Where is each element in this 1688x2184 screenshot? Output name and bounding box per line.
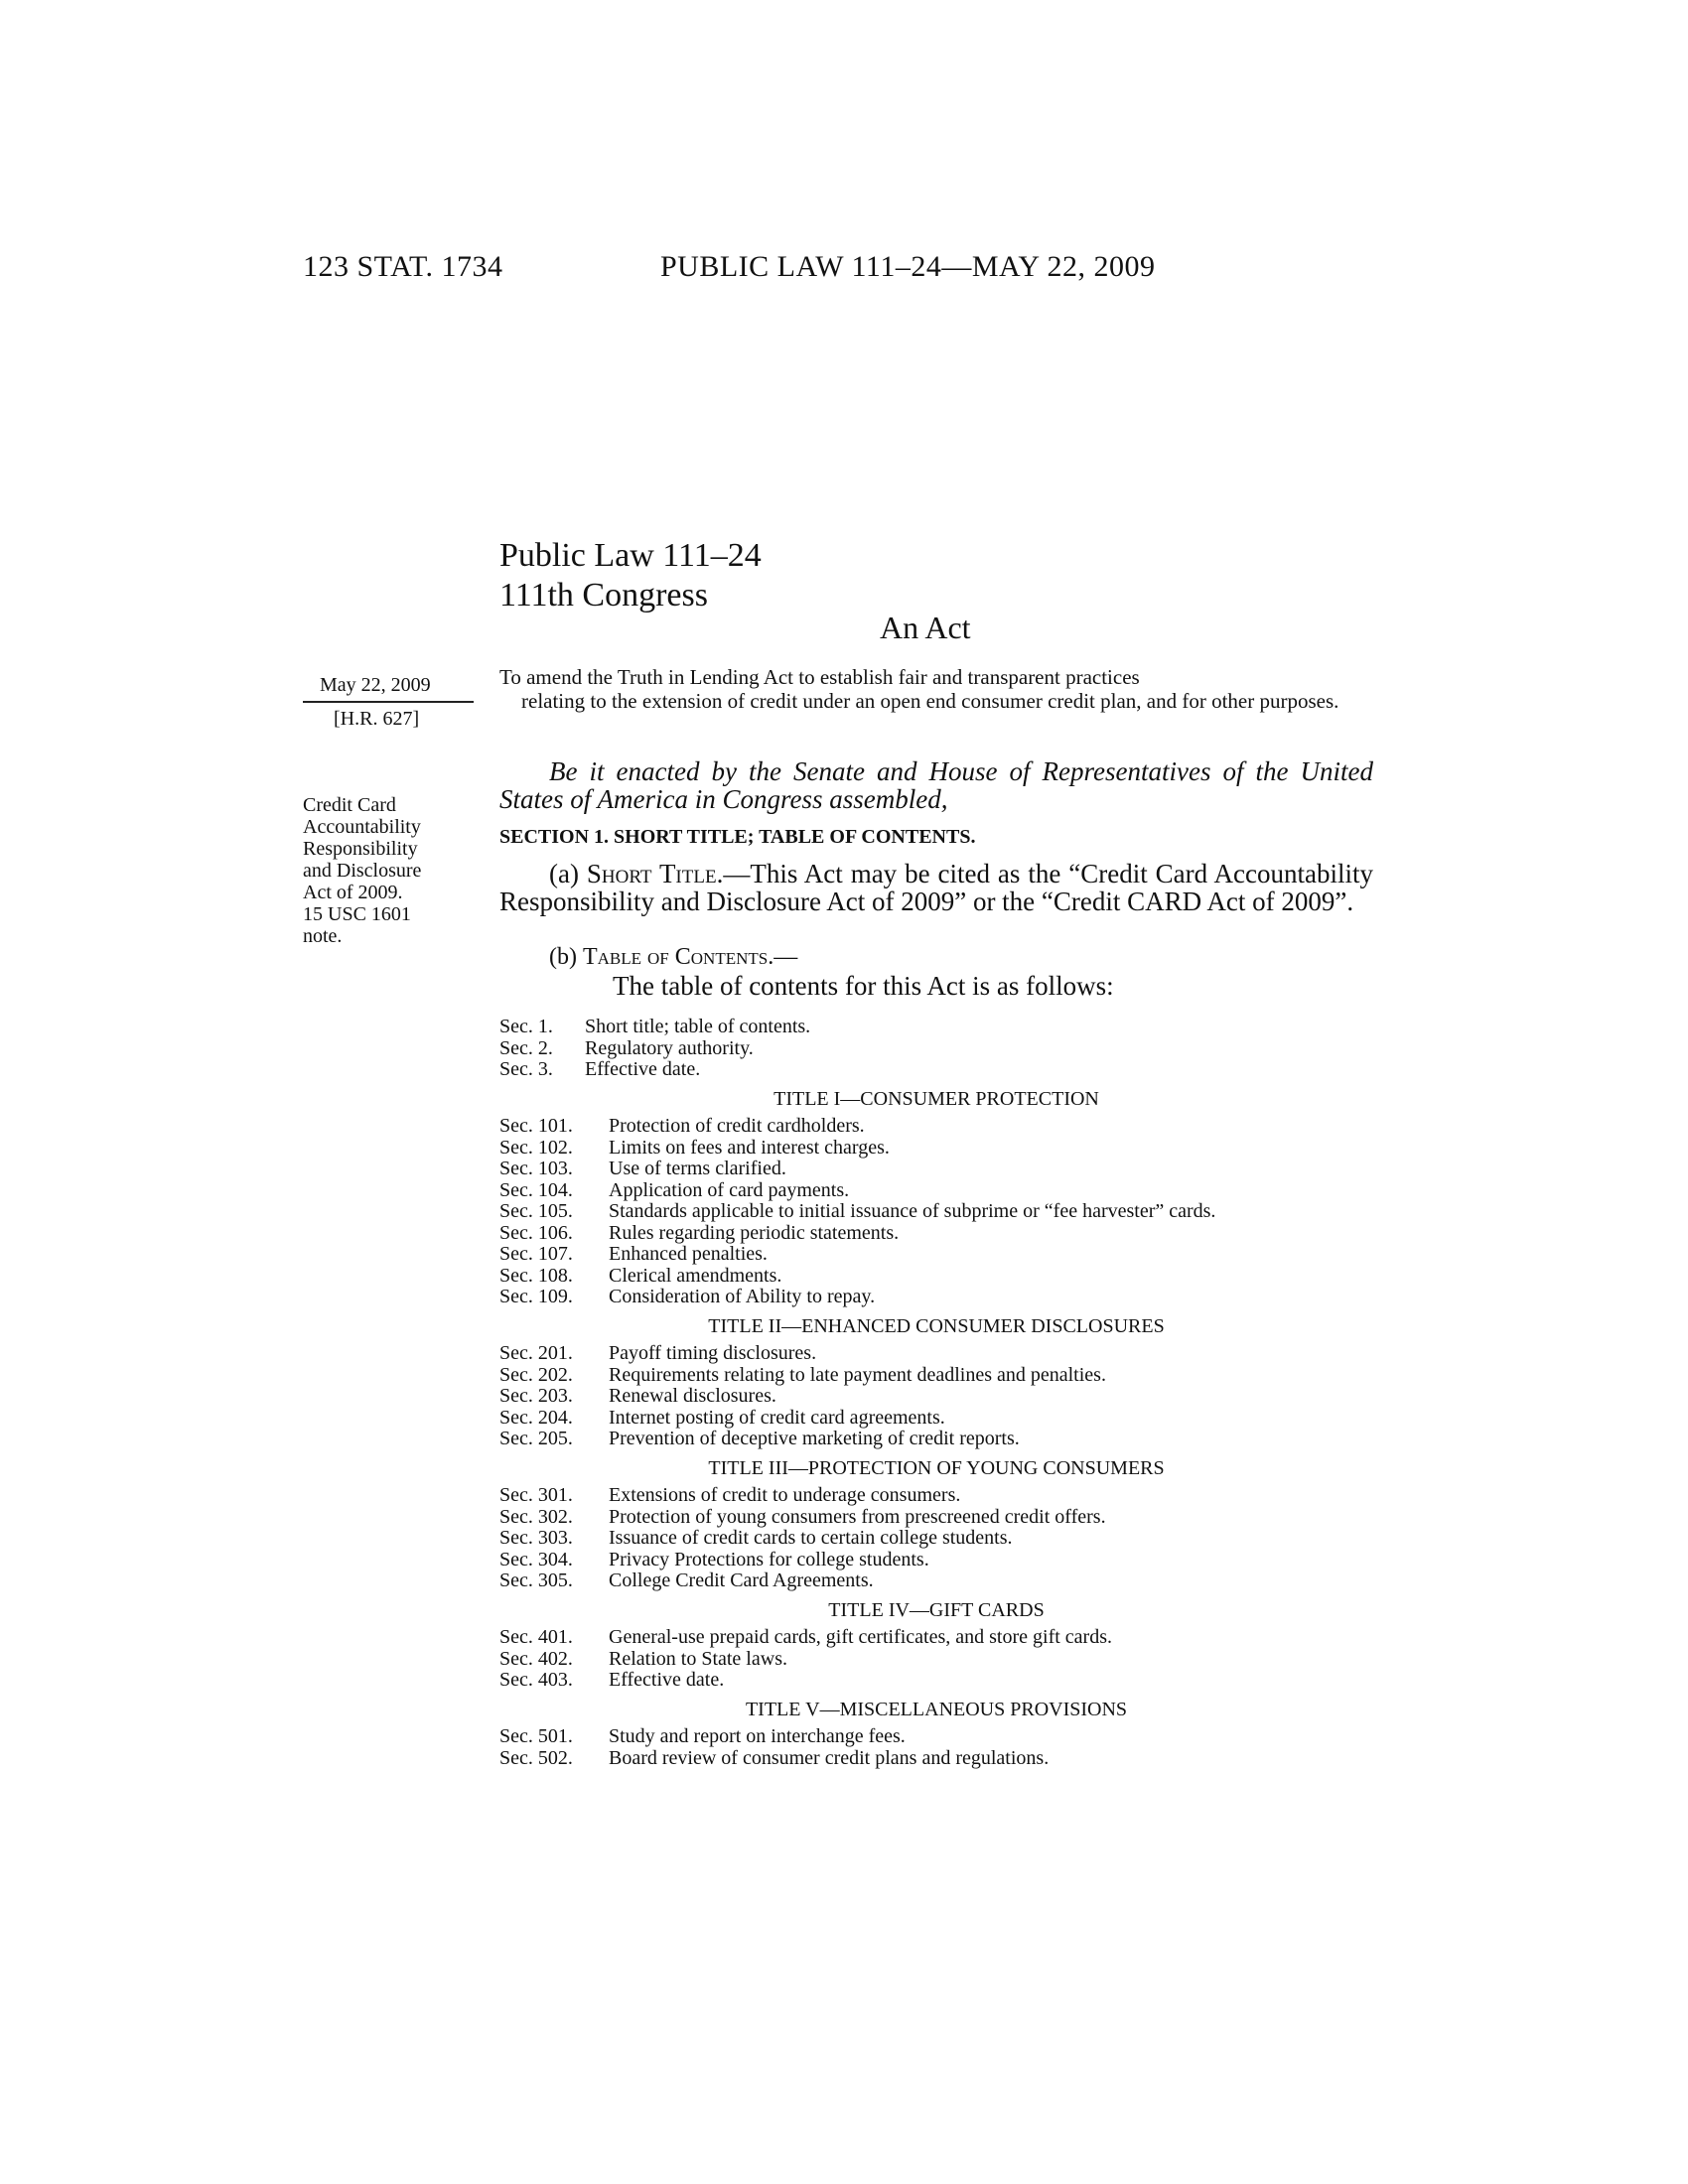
toc-section-number: Sec. 304. <box>499 1548 573 1570</box>
toc-section-number: Sec. 202. <box>499 1363 573 1386</box>
toc-section-number: Sec. 3. <box>499 1058 553 1080</box>
toc-entry <box>499 1266 1373 1288</box>
margin-note-line: 15 USC 1601 <box>303 903 411 925</box>
toc-entry <box>499 1726 1373 1748</box>
toc-entry <box>499 1180 1373 1202</box>
toc-title-heading: TITLE V—MISCELLANEOUS PROVISIONS <box>745 1698 1128 1720</box>
subsection-b-dash: .— <box>768 944 798 970</box>
toc-section-title: Use of terms clarified. <box>609 1158 786 1179</box>
toc-entry <box>499 1244 1373 1266</box>
toc-entry <box>499 1287 1373 1308</box>
toc-section-title: Privacy Protections for college students. <box>609 1548 929 1570</box>
toc-section-title: Limits on fees and interest charges. <box>609 1136 890 1159</box>
toc-title-group <box>499 1089 1373 1308</box>
subsection-b-caption: Table of Contents <box>582 944 769 970</box>
toc-section-title: General-use prepaid cards, gift certificates, and store gift cards. <box>609 1626 1112 1648</box>
enacting-clause <box>499 757 1373 813</box>
toc-entry <box>499 1649 1373 1671</box>
toc-entry <box>499 1059 1373 1081</box>
toc-section-number: Sec. 1. <box>499 1016 553 1037</box>
toc-section-number: Sec. 105. <box>499 1200 573 1222</box>
toc-section-title: Clerical amendments. <box>609 1264 782 1287</box>
toc-section-number: Sec. 305. <box>499 1570 573 1591</box>
purpose-first-line: To amend the Truth in Lending Act to establish fair and transparent practices <box>499 665 1140 689</box>
table-of-contents <box>499 1017 1373 1769</box>
toc-title-heading: TITLE II—ENHANCED CONSUMER DISCLOSURES <box>708 1314 1165 1337</box>
toc-section-number: Sec. 101. <box>499 1115 573 1137</box>
toc-section-number: Sec. 109. <box>499 1286 573 1307</box>
toc-entry <box>499 1748 1373 1770</box>
public-law-number: Public Law 111–24 <box>499 537 762 574</box>
toc-section-title: Enhanced penalties. <box>609 1243 768 1265</box>
toc-entry <box>499 1201 1373 1223</box>
toc-section-title: Prevention of deceptive marketing of credit reports. <box>609 1428 1020 1449</box>
toc-entry <box>499 1017 1373 1038</box>
toc-section-number: Sec. 502. <box>499 1746 573 1769</box>
page-stat-citation: 123 STAT. 1734 <box>303 250 503 283</box>
act-purpose <box>499 665 1373 713</box>
toc-section-number: Sec. 303. <box>499 1527 573 1549</box>
toc-entry <box>499 1365 1373 1387</box>
subsection-a-text: .—This Act may be cited as the “Credit Card Accountability Responsibility and Disclosure Act of 2009” or the “Credit CARD Act of 2009”. <box>499 859 1374 916</box>
toc-section-title: Protection of young consumers from prescreened credit offers. <box>609 1505 1106 1528</box>
toc-title-heading: TITLE III—PROTECTION OF YOUNG CONSUMERS <box>708 1456 1165 1479</box>
toc-entry <box>499 1408 1373 1430</box>
margin-note-line: Responsibility <box>303 838 418 860</box>
toc-general-group <box>499 1017 1373 1081</box>
toc-section-number: Sec. 102. <box>499 1136 573 1159</box>
toc-entry <box>499 1670 1373 1692</box>
toc-section-title: Internet posting of credit card agreements. <box>609 1406 945 1429</box>
toc-section-title: Renewal disclosures. <box>609 1385 776 1407</box>
toc-entry <box>499 1485 1373 1507</box>
an-act-heading: An Act <box>880 610 971 645</box>
toc-section-number: Sec. 204. <box>499 1406 573 1429</box>
toc-title-heading: TITLE I—CONSUMER PROTECTION <box>774 1087 1099 1110</box>
toc-section-title: Standards applicable to initial issuance of subprime or “fee harvester” cards. <box>609 1200 1216 1222</box>
margin-note-line: Act of 2009. <box>303 882 403 903</box>
toc-section-number: Sec. 403. <box>499 1669 573 1691</box>
toc-title-group <box>499 1458 1373 1592</box>
toc-section-title: Effective date. <box>585 1058 701 1080</box>
toc-section-title: Issuance of credit cards to certain college students. <box>609 1527 1013 1549</box>
toc-title-group <box>499 1700 1373 1770</box>
toc-section-title: Extensions of credit to underage consumers. <box>609 1484 961 1506</box>
toc-entry <box>499 1116 1373 1138</box>
toc-section-title: Short title; table of contents. <box>585 1016 811 1037</box>
toc-entry <box>499 1038 1373 1060</box>
toc-section-number: Sec. 103. <box>499 1158 573 1179</box>
section-heading: SECTION 1. SHORT TITLE; TABLE OF CONTENTS. <box>499 826 976 848</box>
toc-section-title: Consideration of Ability to repay. <box>609 1286 876 1307</box>
toc-section-number: Sec. 104. <box>499 1178 573 1201</box>
toc-section-number: Sec. 107. <box>499 1243 573 1265</box>
margin-note-line: note. <box>303 925 343 947</box>
margin-divider <box>303 701 474 703</box>
toc-intro: The table of contents for this Act is as follows: <box>613 971 1114 1001</box>
toc-section-title: Regulatory authority. <box>585 1036 754 1059</box>
toc-section-number: Sec. 2. <box>499 1036 553 1059</box>
toc-section-title: Relation to State laws. <box>609 1647 787 1670</box>
subsection-b-label: (b) <box>549 944 583 970</box>
subsection-a-label: (a) <box>549 859 587 888</box>
toc-entry <box>499 1550 1373 1571</box>
toc-entry <box>499 1627 1373 1649</box>
margin-note-line: Accountability <box>303 816 421 838</box>
enacting-clause-text: Be it enacted by the Senate and House of Representatives of the United States of America in Congress assembled, <box>499 756 1373 814</box>
toc-section-title: Effective date. <box>609 1669 725 1691</box>
running-head: PUBLIC LAW 111–24—MAY 22, 2009 <box>660 250 1156 283</box>
toc-section-number: Sec. 201. <box>499 1342 573 1364</box>
toc-title-group <box>499 1600 1373 1692</box>
toc-entry <box>499 1507 1373 1529</box>
toc-section-title: Payoff timing disclosures. <box>609 1342 817 1364</box>
margin-note-line: and Disclosure <box>303 860 422 882</box>
toc-section-number: Sec. 302. <box>499 1505 573 1528</box>
toc-entry <box>499 1528 1373 1550</box>
toc-section-number: Sec. 501. <box>499 1725 573 1747</box>
toc-section-title: Study and report on interchange fees. <box>609 1725 906 1747</box>
toc-section-title: Requirements relating to late payment deadlines and penalties. <box>609 1363 1106 1386</box>
toc-section-number: Sec. 301. <box>499 1484 573 1506</box>
subsection-b <box>549 943 797 971</box>
margin-bill-number: [H.R. 627] <box>334 708 420 730</box>
toc-section-number: Sec. 402. <box>499 1647 573 1670</box>
toc-section-title: Rules regarding periodic statements. <box>609 1221 900 1244</box>
margin-note-line: Credit Card <box>303 794 396 816</box>
toc-section-title: College Credit Card Agreements. <box>609 1570 874 1591</box>
toc-entry <box>499 1223 1373 1245</box>
congress-number: 111th Congress <box>499 577 708 614</box>
toc-section-number: Sec. 106. <box>499 1221 573 1244</box>
subsection-a-caption: Short Title <box>586 859 717 888</box>
toc-title-group <box>499 1316 1373 1450</box>
toc-section-title: Board review of consumer credit plans and regulations. <box>609 1746 1050 1769</box>
margin-date: May 22, 2009 <box>320 674 431 696</box>
toc-section-title: Protection of credit cardholders. <box>609 1115 865 1137</box>
toc-section-number: Sec. 108. <box>499 1264 573 1287</box>
toc-entry <box>499 1429 1373 1450</box>
toc-entry <box>499 1570 1373 1592</box>
toc-section-number: Sec. 205. <box>499 1428 573 1449</box>
toc-entry <box>499 1159 1373 1180</box>
toc-section-title: Application of card payments. <box>609 1178 850 1201</box>
toc-title-heading: TITLE IV—GIFT CARDS <box>828 1598 1045 1621</box>
toc-entry <box>499 1343 1373 1365</box>
margin-note <box>303 794 492 947</box>
toc-entry <box>499 1138 1373 1160</box>
law-title-block <box>499 536 762 615</box>
toc-section-number: Sec. 203. <box>499 1385 573 1407</box>
subsection-a <box>499 860 1373 915</box>
purpose-continuation: relating to the extension of credit under an open end consumer credit plan, and for other purposes. <box>521 689 1339 713</box>
toc-section-number: Sec. 401. <box>499 1626 573 1648</box>
toc-entry <box>499 1386 1373 1408</box>
